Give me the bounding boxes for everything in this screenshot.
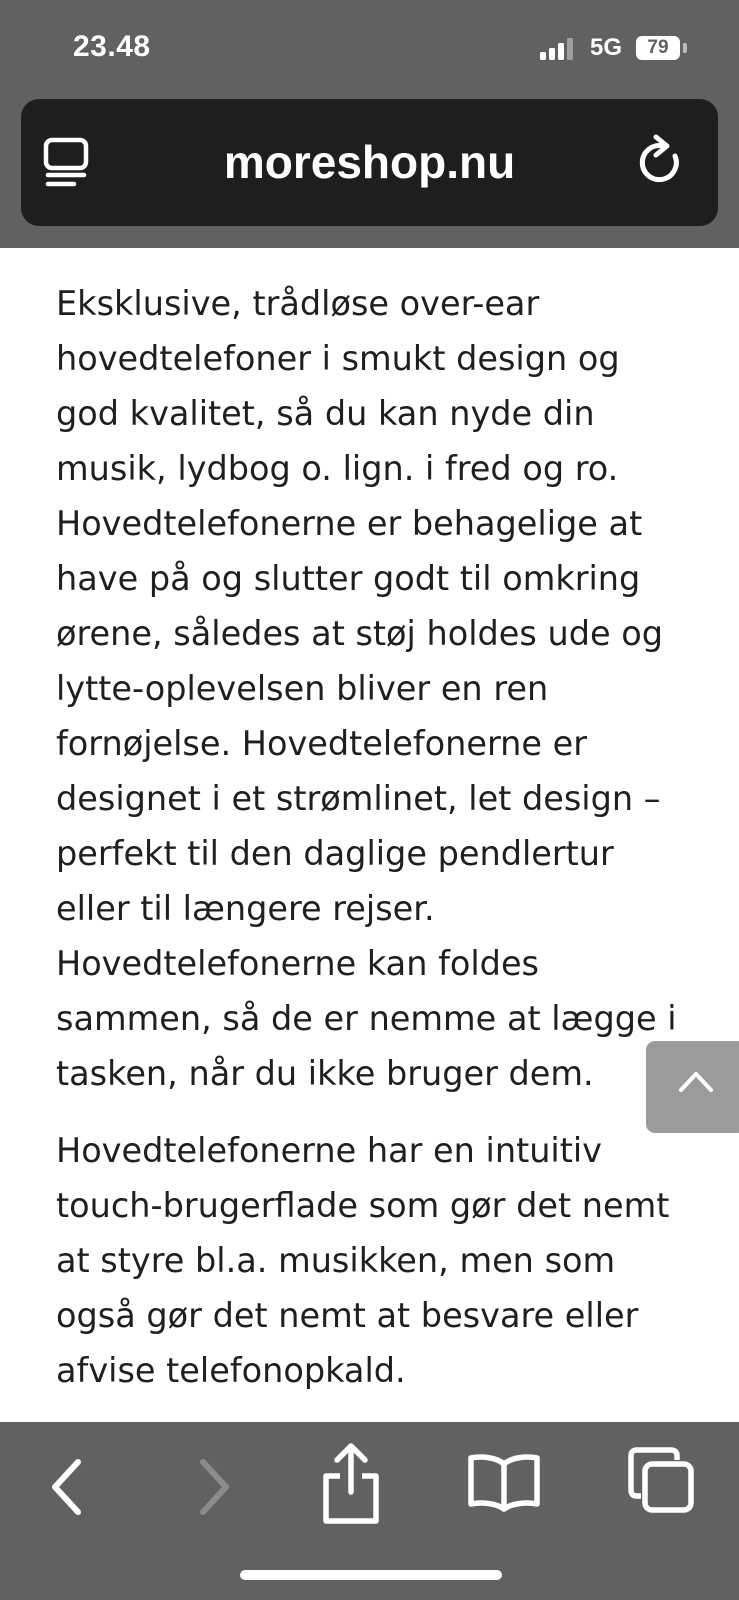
bookmarks-icon[interactable] <box>466 1452 542 1512</box>
back-icon[interactable] <box>46 1457 86 1517</box>
address-bar[interactable] <box>21 99 718 226</box>
home-indicator <box>240 1570 502 1580</box>
article-paragraph: Hovedtelefonerne har en intuitiv touch-brugerflade som gør det nemt at styre bl.a. musikken, men som også gør det nemt at besvare eller afvise telefonopkald. <box>56 1131 670 1390</box>
article-body <box>56 276 686 1398</box>
battery-tip <box>683 43 687 53</box>
scroll-to-top-button[interactable] <box>646 1041 739 1133</box>
status-time: 23.48 <box>73 30 151 63</box>
share-icon[interactable] <box>320 1442 382 1526</box>
article-paragraph: Eksklusive, trådløse over-ear hovedtelefoner i smukt design og god kvalitet, så du kan nyde din musik, lydbog o. lign. i fred og ro. Hovedtelefonerne er behagelige at have på og slutter godt til omkring ørene, således at støj holdes ude og lytte-oplevelsen bliver en ren fornøjelse. Hovedtelefonerne er designet i et strømlinet, let design – perfekt til den daglige pendlertur eller til længere rejser. Hovedtelefonerne kan foldes sammen, så de er nemme at lægge i tasken, når du ikke bruger dem. <box>56 284 677 1093</box>
forward-icon[interactable] <box>195 1457 235 1517</box>
tabs-icon[interactable] <box>627 1446 697 1516</box>
signal-icon <box>540 38 580 60</box>
top-chrome <box>0 0 739 248</box>
chevron-up-icon <box>678 1069 714 1093</box>
battery-icon: 79 <box>636 36 680 60</box>
reload-icon[interactable] <box>636 134 686 188</box>
site-url[interactable]: moreshop.nu <box>223 136 516 188</box>
network-type: 5G <box>590 34 623 61</box>
